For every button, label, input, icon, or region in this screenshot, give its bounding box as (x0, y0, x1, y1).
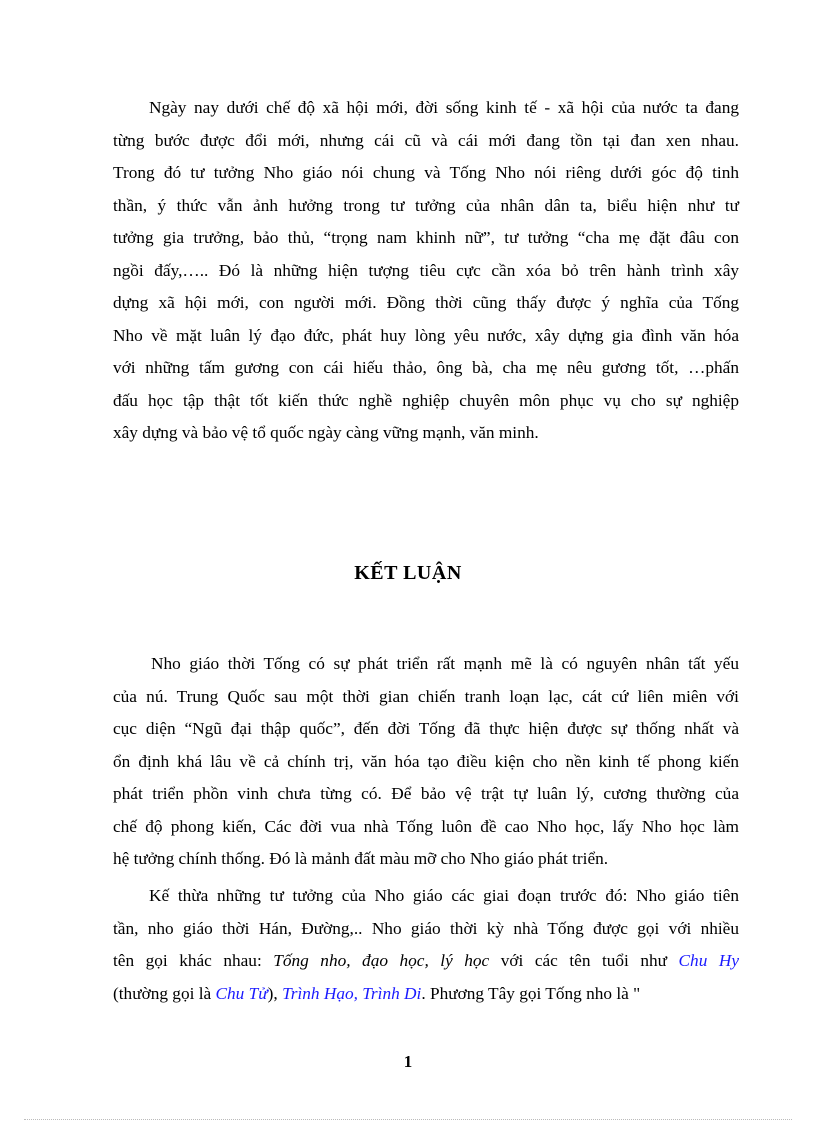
text-line: ngồi đấy,….. Đó là những hiện tượng tiêu cực cần xóa bỏ trên hành trình xây (113, 260, 739, 280)
text-line: hệ tưởng chính thống. Đó là mảnh đất màu mỡ cho Nho giáo phát triển. (113, 849, 609, 868)
section-heading: KẾT LUẬN (354, 562, 462, 584)
text-line: Trong đó tư tưởng Nho giáo nói chung và Tống Nho nói riêng dưới góc độ tinh (113, 163, 739, 182)
text-line: tưởng gia trưởng, bảo thủ, “trọng nam khinh nữ”, tư tưởng “cha mẹ đặt đâu con (113, 228, 739, 247)
text-line: xây dựng và bảo vệ tổ quốc ngày càng vững mạnh, văn minh. (113, 423, 539, 442)
text-line (113, 945, 739, 978)
text-line: với những tấm gương con cái hiếu thảo, ông bà, cha mẹ nêu gương tốt, …phấn (113, 358, 739, 377)
text-run: . Phương Tây gọi Tống nho là " (421, 983, 641, 1003)
text-line: dựng xã hội mới, con người mới. Đồng thời cũng thấy được ý nghĩa của Tống (113, 293, 739, 312)
text-line: Nho giáo thời Tống có sự phát triển rất mạnh mẽ là có nguyên nhân tất yếu (151, 654, 739, 673)
link-chu-tu[interactable]: Chu Tử (215, 983, 268, 1003)
text-line (113, 978, 739, 1011)
text-line: cục diện “Ngũ đại thập quốc”, đến đời Tống đã thực hiện được sự thống nhất và (113, 719, 739, 738)
page-bottom-divider (24, 1119, 792, 1120)
paragraph-intro (113, 92, 739, 450)
text-run: với các tên tuổi như (489, 951, 679, 970)
italic-term: Tống nho, đạo học, lý học (273, 951, 490, 970)
text-run: ), (267, 983, 283, 1003)
text-line: từng bước được đổi mới, nhưng cái cũ và cái mới đang tồn tại đan xen nhau. (113, 130, 739, 150)
text-line: ổn định khá lâu về cả chính trị, văn hóa tạo điều kiện cho nền kinh tế phong kiến (113, 751, 739, 771)
link-chu-hy[interactable]: Chu Hy (678, 951, 739, 970)
text-line: Ngày nay dưới chế độ xã hội mới, đời sống kinh tế - xã hội của nước ta đang (149, 98, 739, 117)
text-line: chế độ phong kiến, Các đời vua nhà Tống luôn đề cao Nho học, lấy Nho học làm (113, 816, 739, 836)
text-line: đấu học tập thật tốt kiến thức nghề nghiệp chuyên môn phục vụ cho sự nghiệp (113, 390, 739, 410)
paragraph-conclusion-1 (113, 648, 739, 876)
text-line: Kế thừa những tư tưởng của Nho giáo các giai đoạn trước đó: Nho giáo tiên (149, 886, 739, 905)
page-number: 1 (403, 1052, 413, 1071)
text-line: Nho về mặt luân lý đạo đức, phát huy lòng yêu nước, xây dựng gia đình văn hóa (113, 325, 739, 345)
text-line: của nú. Trung Quốc sau một thời gian chiến tranh loạn lạc, cát cứ liên miên với (113, 686, 739, 706)
paragraph-conclusion-2 (113, 880, 739, 1010)
text-run: tên gọi khác nhau: (113, 951, 274, 970)
text-line: thần, ý thức vẫn ảnh hưởng trong tư tưởng của nhân dân ta, biểu hiện như tư (113, 195, 739, 215)
text-run: (thường gọi là (113, 983, 216, 1003)
link-trinh-hao-trinh-di[interactable]: Trình Hạo, Trình Di (282, 983, 422, 1003)
text-line: tần, nho giáo thời Hán, Đường,.. Nho giáo thời kỳ nhà Tống được gọi với nhiều (113, 918, 739, 938)
text-line: phát triển phồn vinh chưa từng có. Để bảo vệ trật tự luân lý, cương thường của (113, 784, 739, 803)
